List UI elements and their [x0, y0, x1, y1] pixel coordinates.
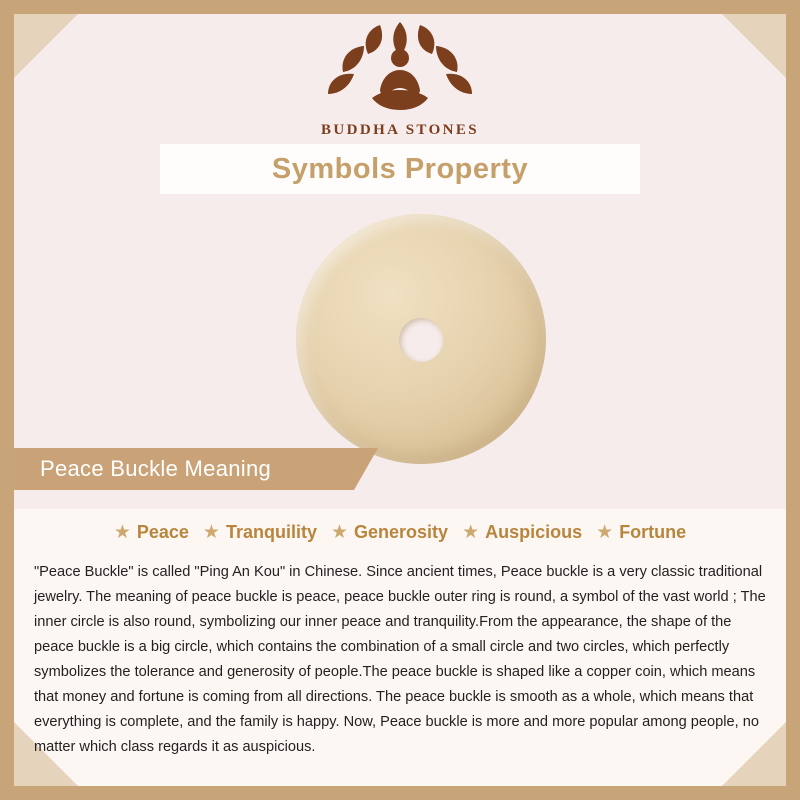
star-icon: ★	[596, 522, 614, 543]
peace-buckle-image	[296, 214, 546, 464]
brand-name: BUDDHA STONES	[320, 122, 480, 138]
star-icon: ★	[113, 522, 131, 543]
section-label-text: Peace Buckle Meaning	[40, 456, 272, 481]
page-title: Symbols Property	[271, 152, 529, 185]
keyword-label: Tranquility	[225, 522, 317, 542]
keyword-list	[14, 522, 786, 543]
keyword-label: Auspicious	[485, 522, 583, 542]
keyword-item	[114, 522, 189, 543]
star-icon: ★	[330, 522, 349, 543]
frame-top-border	[0, 0, 800, 14]
star-icon: ★	[202, 522, 220, 543]
keyword-label: Fortune	[619, 522, 687, 542]
title-banner	[160, 144, 640, 194]
section-label-ribbon	[14, 448, 354, 490]
keyword-label: Generosity	[354, 522, 449, 542]
description-paragraph: "Peace Buckle" is called "Ping An Kou" in Chinese. Since ancient times, Peace buckle is a very classic traditional jewelry. The meaning of peace buckle is peace, peace buckle outer ring is round, a symbol of the vast world ; The inner circle is also round, symbolizing our inner peace and tranquility.From the appearance, the shape of the peace buckle is a big circle, which contains the combination of a small circle and two circles, which perfectly symbolizes the tolerance and generosity of people.The peace buckle is shaped like a copper coin, which means that money and fortune is coming from all directions. The peace buckle is smooth as a whole, which means that everything is complete, and the family is happy. Now, Peace buckle is more and more popular among people, no matter which class regards it as auspicious.	[34, 564, 766, 755]
frame-bottom-border	[0, 786, 800, 800]
keyword-item	[203, 522, 317, 543]
star-icon: ★	[462, 522, 480, 543]
brand-block	[0, 20, 800, 139]
lotus-meditation-icon	[0, 20, 800, 116]
peace-buckle-inner-hole	[399, 318, 443, 362]
keyword-item	[331, 522, 448, 543]
section-label-ribbon-tail	[354, 448, 378, 490]
keyword-item	[462, 522, 582, 543]
keyword-label: Peace	[136, 522, 189, 542]
keyword-item	[596, 522, 686, 543]
